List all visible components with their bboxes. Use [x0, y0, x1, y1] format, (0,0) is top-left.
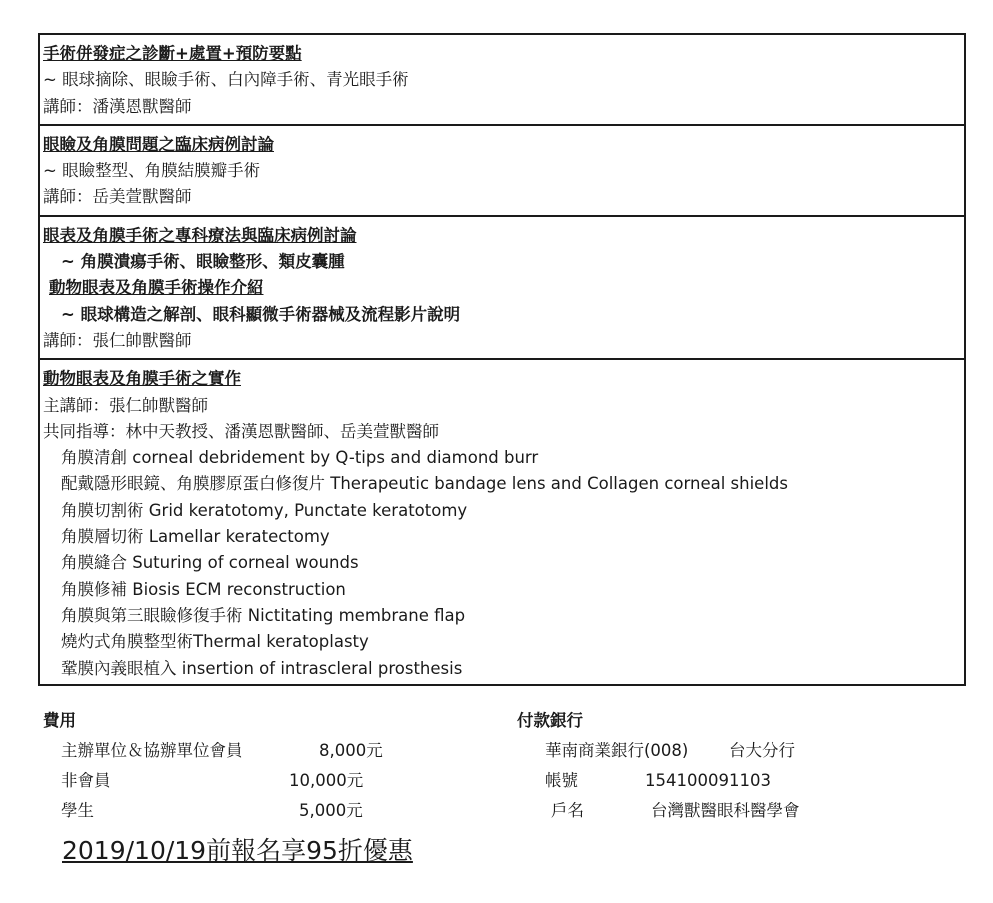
session-block	[40, 35, 964, 126]
lecturer-line: 主講師：張仁帥獸醫師	[43, 395, 208, 415]
fees-heading: 費用	[43, 711, 76, 730]
session-topic-line: ~ 角膜潰瘍手術、眼瞼整形、類皮囊腫	[61, 252, 345, 272]
holder-name: 台灣獸醫眼科醫學會	[651, 801, 800, 820]
lecturer-line: 共同指導：林中天教授、潘漢恩獸醫師、岳美萱獸醫師	[43, 421, 439, 441]
session-title: 眼表及角膜手術之專科療法與臨床病例討論	[43, 225, 357, 245]
schedule-table	[38, 33, 966, 686]
fee-label-student: 學生	[61, 801, 94, 820]
fee-amount-student: 5,000元	[299, 801, 363, 820]
fees-and-bank-section	[43, 710, 963, 840]
session-title: 動物眼表及角膜手術之實作	[43, 369, 241, 389]
session-title: 眼瞼及角膜問題之臨床病例討論	[43, 134, 274, 154]
bank-name: 華南商業銀行(008)	[545, 741, 689, 760]
holder-label: 戶名	[551, 801, 584, 820]
bank-heading: 付款銀行	[517, 711, 583, 730]
procedure-item: 配戴隱形眼鏡、角膜膠原蛋白修復片 Therapeutic bandage lens and Collagen corneal shields	[61, 474, 788, 494]
procedure-item: 角膜修補 Biosis ECM reconstruction	[61, 579, 346, 599]
bank-branch: 台大分行	[729, 741, 795, 760]
session-line: ~ 眼瞼整型、角膜結膜瓣手術	[43, 161, 261, 181]
lecturer-line: 講師：張仁帥獸醫師	[43, 330, 192, 350]
lecturer-line: 講師：潘漢恩獸醫師	[43, 96, 192, 116]
fee-amount-member: 8,000元	[319, 741, 383, 760]
session-block	[40, 360, 964, 684]
session-title: 手術併發症之診斷+處置+預防要點	[43, 44, 302, 63]
fee-label-member: 主辦單位＆協辦單位會員	[61, 741, 243, 760]
procedure-item: 燒灼式角膜整型術Thermal keratoplasty	[61, 632, 369, 652]
procedure-item: 角膜縫合 Suturing of corneal wounds	[61, 553, 359, 573]
account-label: 帳號	[545, 771, 578, 790]
fee-label-non-member: 非會員	[61, 771, 111, 790]
procedure-item: 角膜層切術 Lamellar keratectomy	[61, 527, 330, 547]
session-subtitle: 動物眼表及角膜手術操作介紹	[49, 278, 264, 298]
lecturer-line: 講師：岳美萱獸醫師	[43, 187, 192, 207]
procedure-item: 角膜與第三眼瞼修復手術 Nictitating membrane flap	[61, 605, 466, 625]
session-topic-line: ~ 眼球構造之解剖、眼科顯微手術器械及流程影片說明	[61, 304, 461, 324]
fee-amount-non-member: 10,000元	[289, 771, 364, 790]
procedure-item: 角膜切割術 Grid keratotomy, Punctate keratotomy	[61, 500, 468, 520]
session-block	[40, 126, 964, 217]
session-line: ~ 眼球摘除、眼瞼手術、白內障手術、青光眼手術	[43, 70, 409, 90]
procedure-item: 角膜清創 corneal debridement by Q-tips and diamond burr	[61, 448, 539, 468]
early-bird-promo: 2019/10/19前報名享95折優惠	[62, 836, 413, 865]
procedure-item: 鞏膜內義眼植入 insertion of intrascleral prosthesis	[61, 658, 463, 678]
session-block	[40, 217, 964, 360]
account-number: 154100091103	[645, 771, 771, 790]
